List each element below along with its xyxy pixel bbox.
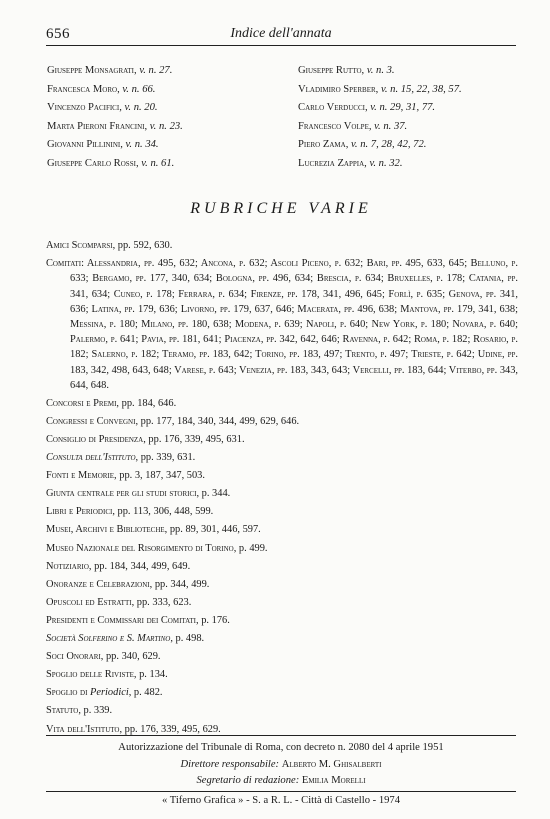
entry-heading: Vita dell'Istituto [46,723,120,735]
index-entry [46,631,518,646]
entry-heading: Presidenti e Commissari dei Comitati [46,614,197,626]
director-name: Alberto M. Ghisalberti [281,758,382,770]
author-ref: v. n. 20. [124,102,158,113]
entry-heading: Comitati: [46,258,85,270]
author-ref: v. n. 61. [141,157,175,169]
entry-heading: Spoglio delle Riviste [46,669,134,681]
entry-pages: , pp. 184, 646. [116,397,177,409]
entry-heading: Statuto [46,705,79,717]
author-name: Lucrezia Zappia [298,157,365,169]
author-ref: v. n. 66. [122,83,156,95]
index-entry [46,649,518,664]
index-entry [46,595,518,610]
index-entry [46,541,518,556]
author-ref: v. n. 29, 31, 77. [370,102,436,113]
author-name: Francesco Volpe [298,120,369,132]
entry-heading: Consulta dell'Istituto [46,452,136,464]
section-title: RUBRICHE VARIE [190,200,372,217]
entry-pages: , pp. 113, 306, 448, 599. [112,506,214,518]
authors-column-left [47,62,297,173]
author-name: Giuseppe Monsagrati [47,65,135,76]
entry-pages: , p. 498. [170,633,205,645]
author-ref: v. n. 7, 28, 42, 72. [350,139,427,150]
index-entry [46,396,518,411]
secretary-label: Segretario di redazione: [196,775,300,786]
imprint-authorization: Autorizzazione del Tribunale di Roma, con decreto n. 2080 del 4 aprile 1951 [118,742,444,753]
index-entry [46,559,518,574]
index-entry [46,504,518,519]
author-name: Vladimiro Sperber [298,83,376,95]
author-entry: Giovanni Pillinini, v. n. 34. [47,139,159,150]
entry-pages: , p. 482. [128,687,163,699]
entry-pages: , pp. 177, 184, 340, 344, 499, 629, 646. [135,415,300,427]
author-name: Piero Zama [298,139,346,150]
director-label: Direttore responsabile: [180,758,280,770]
page-number: 656 [46,26,70,42]
author-entry: Piero Zama, v. n. 7, 28, 42, 72. [298,139,427,150]
entry-pages: , pp. 333, 623. [131,596,192,608]
author-entry: Giuseppe Monsagrati, v. n. 27. [47,65,173,76]
author-name: Giovanni Pillinini [47,139,121,150]
entry-pages: , pp. 339, 631. [135,452,196,464]
entry-heading: Museo Nazionale del Risorgimento di Torino [46,542,234,554]
author-ref: v. n. 34. [125,139,159,150]
imprint [46,740,516,790]
author-name: Marta Pieroni Francini [47,120,145,132]
author-name: Carlo Verducci [298,102,365,113]
entry-heading: Soci Onorari [46,651,101,663]
entry-pages: , pp. 3, 187, 347, 503. [114,470,205,482]
entry-pages: , pp. 176, 339, 495, 631. [143,434,245,445]
author-name: Vincenzo Pacifici [47,102,120,113]
index-entry [46,667,518,682]
index-entry [46,522,518,537]
entry-heading: Concorsi e Premi [46,397,117,409]
index-entry-comitati [46,256,518,393]
author-ref: v. n. 27. [139,65,173,76]
colophon: « Tiferno Grafica » - S. a R. L. - Città di Castello - 1974 [161,795,401,806]
entry-heading: Fonti e Memorie [46,470,115,482]
author-ref: v. n. 15, 22, 38, 57. [380,83,462,95]
author-entry: Francesco Volpe, v. n. 37. [298,120,408,132]
author-name: Giuseppe Rutto [298,65,362,76]
entry-heading: Libri e Periodici [46,506,113,518]
entry-pages: , p. 339. [78,705,113,717]
entry-heading: Giunta centrale per gli studi storici [46,488,197,500]
entry-pages: , p. 344. [196,488,231,500]
author-ref: v. n. 32. [369,157,403,169]
entry-heading-italic: Periodici [90,687,129,699]
author-ref: v. n. 23. [149,120,183,132]
imprint-secretary [46,773,516,790]
entry-heading: Onoranze e Celebrazioni [46,578,150,590]
author-entry: Giuseppe Carlo Rossi, v. n. 61. [47,157,175,169]
entry-heading: Musei, Archivi e Biblioteche [46,524,165,536]
author-ref: v. n. 37. [374,120,408,132]
author-name: Francesca Moro [47,83,118,95]
entry-pages: , pp. 176, 339, 495, 629. [119,723,221,735]
entry-heading: Opuscoli ed Estratti [46,596,132,608]
colophon-rule [46,791,516,792]
index-entry [46,486,518,501]
author-entry: Lucrezia Zappia, v. n. 32. [298,157,403,169]
index-entry [46,414,518,429]
index-entry [46,613,518,628]
index-entry [46,685,518,700]
author-ref: v. n. 3. [366,65,395,76]
index-entry [46,432,518,447]
author-entry: Francesca Moro, v. n. 66. [47,83,156,95]
entry-pages: , pp. 340, 629. [100,651,161,663]
index-entry [46,703,518,718]
secretary-name: Emilia Morelli [301,775,366,786]
author-entry: Vincenzo Pacifici, v. n. 20. [47,102,158,113]
authors-list [47,62,517,172]
entry-pages: , pp. 184, 344, 499, 649. [88,560,191,572]
author-entry: Marta Pieroni Francini, v. n. 23. [47,120,183,132]
entry-pages: , p. 499. [233,542,268,554]
entry-heading: Congressi e Convegni [46,415,136,427]
index-entry [46,450,518,465]
authors-column-right [298,62,523,173]
author-entry: Giuseppe Rutto, v. n. 3. [298,65,395,76]
author-entry: Carlo Verducci, v. n. 29, 31, 77. [298,102,436,113]
author-entry: Vladimiro Sperber, v. n. 15, 22, 38, 57. [298,83,462,95]
entry-pages: , pp. 89, 301, 446, 597. [164,524,261,536]
entry-heading: Spoglio di [46,687,88,699]
entry-heading: Amici Scomparsi [46,240,113,251]
imprint-director [46,757,516,774]
entry-pages: , p. 134. [133,669,168,681]
index-entry [46,577,518,592]
entry-pages: Alessandria, pp. 495, 632; Ancona, p. 632; Ascoli Piceno, p. 632; Bari, pp. 495, 633, 645; Belluno, p. 633; Bergamo, pp. 177, 340, 634; Bologna, pp. 496, 634; Brescia, p. 634; Bruxelles, p. 178; Catania, pp. 341, 634; Cuneo, p. 178; Ferrara, p. 634; Firenze, pp. 178, 341, 496, 645; Forlì, p. 635; Genova, pp. 341, 636; Latina, pp. 179, 636; Livorno, pp. 179, 637, 646; Macerata, pp. 496, 638; Mantova, pp. 179, 341, 638; Messina, p. 180; Milano, pp. 180, 638; Modena, p. 639; Napoli, p. 640; New York, p. 180; Novara, p. 640; Palermo, p. 641; Pavia, pp. 181, 641; Piacenza, pp. 342, 642, 646; Ravenna, p. 642; Roma, p. 182; Rosario, p. 182; Salerno, p. 182; Teramo, pp. 183, 642; Torino, pp. 183, 497; Trento, p. 497; Trieste, p. 642; Udine, pp. 183, 342, 498, 643, 648; Varese, p. 643; Venezia, pp. 183, 343, 643; Vercelli, pp. 183, 644; Viterbo, pp. 343, 644, 648. [70,258,518,391]
header-rule [46,45,516,46]
index-entry [46,468,518,483]
rubriche-list [46,238,518,740]
running-title: Indice dell'annata [230,26,332,41]
author-name: Giuseppe Carlo Rossi [47,157,136,169]
entry-pages: , pp. 592, 630. [112,240,173,251]
entry-pages: , p. 176. [196,614,230,626]
entry-heading: Notiziario [46,560,89,572]
index-entry [46,238,518,253]
entry-heading: Società Solferino e S. Martino [46,633,171,645]
entry-pages: , pp. 344, 499. [149,578,210,590]
imprint-rule [46,735,516,736]
entry-heading: Consiglio di Presidenza [46,434,144,445]
